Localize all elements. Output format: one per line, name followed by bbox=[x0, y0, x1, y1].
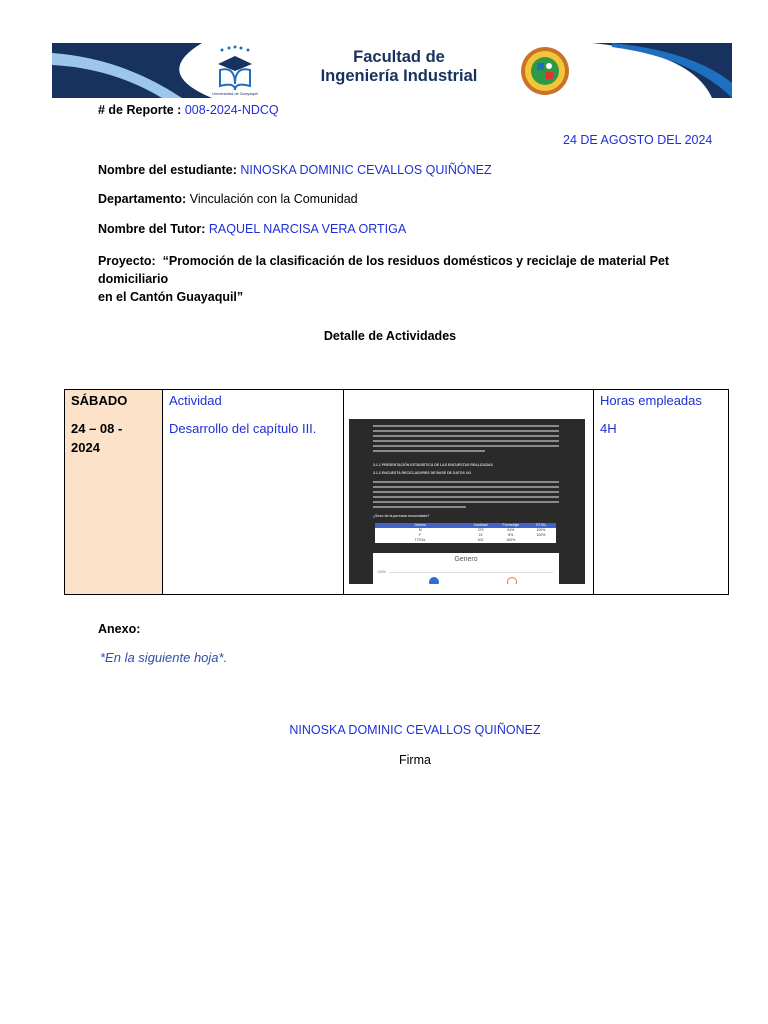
student-line bbox=[98, 163, 492, 177]
doc-cell: 6% bbox=[508, 533, 514, 537]
faculty-title bbox=[308, 48, 490, 86]
doc-chart-marker-orange bbox=[507, 577, 517, 584]
student-name: NINOSKA DOMINIC CEVALLOS QUIÑÓNEZ bbox=[240, 163, 492, 177]
department-label: Departamento: bbox=[98, 192, 187, 206]
evidence-document-screenshot bbox=[349, 419, 585, 584]
tutor-line bbox=[98, 222, 406, 236]
doc-th-cantidad: Cantidad bbox=[473, 523, 488, 527]
doc-cell: TOTAL bbox=[414, 538, 426, 542]
doc-table bbox=[375, 523, 556, 543]
doc-th-genero: Genero bbox=[414, 523, 427, 527]
annex-label: Anexo: bbox=[98, 622, 141, 636]
student-label: Nombre del estudiante: bbox=[98, 163, 237, 177]
doc-chart-gridline bbox=[389, 572, 553, 573]
project-title-line2: en el Cantón Guayaquil” bbox=[98, 290, 244, 304]
signature-name: NINOSKA DOMINIC CEVALLOS QUIÑONEZ bbox=[289, 723, 541, 737]
tutor-label: Nombre del Tutor: bbox=[98, 222, 206, 236]
signature-label: Firma bbox=[399, 753, 431, 767]
doc-chart-axis-label: 100% bbox=[377, 570, 386, 574]
doc-cell: M bbox=[418, 528, 422, 532]
doc-question: ¿Sexo de la persona encuestada? bbox=[373, 514, 430, 518]
activity-description: Desarrollo del capítulo III. bbox=[169, 421, 317, 436]
faculty-gear-logo bbox=[518, 45, 572, 97]
department-value: Vinculación con la Comunidad bbox=[189, 192, 358, 206]
hours-value: 4H bbox=[600, 421, 617, 436]
doc-chart-title: Genero bbox=[454, 556, 478, 563]
doc-paragraph2-lines bbox=[373, 481, 559, 508]
date-line1: 24 – 08 - bbox=[71, 421, 123, 436]
doc-cell: 22 bbox=[478, 533, 483, 537]
doc-th-total: TOTAL bbox=[535, 523, 547, 527]
annex-note: *En la siguiente hoja*. bbox=[100, 650, 228, 665]
project-label: Proyecto: bbox=[98, 254, 156, 268]
faculty-title-line2: Ingeniería Industrial bbox=[320, 67, 478, 85]
doc-paragraph-lines bbox=[373, 425, 559, 452]
doc-table-row bbox=[375, 538, 556, 543]
day-cell bbox=[65, 390, 163, 595]
date-line2: 2024 bbox=[71, 440, 100, 455]
university-logo-text: Universidad de Guayaquil bbox=[212, 91, 258, 96]
doc-cell bbox=[526, 538, 556, 543]
activity-cell bbox=[163, 390, 344, 595]
faculty-title-line1: Facultad de bbox=[353, 48, 445, 66]
doc-cell: 379 bbox=[477, 528, 484, 532]
hours-cell bbox=[594, 390, 729, 595]
doc-chart-marker-blue bbox=[429, 577, 439, 584]
doc-heading1: 3.1.1 PRESENTACIÓN ESTADÍSTICA DE LAS ENCUESTAS REALIZADAS bbox=[373, 463, 493, 467]
activity-header: Actividad bbox=[169, 393, 222, 408]
doc-cell: 94% bbox=[507, 528, 515, 532]
project-title-line1: “Promoción de la clasificación de los residuos domésticos y reciclaje de material Pet domiciliario bbox=[98, 254, 670, 286]
doc-cell: 100% bbox=[536, 528, 546, 532]
department-line bbox=[98, 192, 358, 206]
project-block bbox=[98, 252, 738, 306]
section-title: Detalle de Actividades bbox=[323, 329, 457, 343]
doc-heading2: 3.1.2 ENCUESTA RECICLADORES DE BASE DE DATOS UG bbox=[373, 471, 472, 475]
doc-chart bbox=[373, 553, 559, 584]
doc-th-porcentaje: Porcentaje bbox=[502, 523, 520, 527]
report-date: 24 DE AGOSTO DEL 2024 bbox=[563, 133, 713, 147]
day-name: SÁBADO bbox=[71, 393, 128, 408]
report-number-label: # de Reporte : bbox=[98, 103, 182, 117]
hours-header: Horas empleadas bbox=[600, 393, 702, 408]
doc-cell: 100% bbox=[536, 533, 546, 537]
doc-cell: 100% bbox=[506, 538, 516, 542]
doc-cell: 401 bbox=[477, 538, 484, 542]
report-number-line bbox=[98, 103, 279, 117]
project-line1 bbox=[98, 252, 738, 288]
tutor-name: RAQUEL NARCISA VERA ORTIGA bbox=[208, 222, 407, 236]
university-logo bbox=[210, 44, 260, 98]
doc-cell: F bbox=[419, 533, 422, 537]
report-number: 008-2024-NDCQ bbox=[184, 103, 279, 117]
